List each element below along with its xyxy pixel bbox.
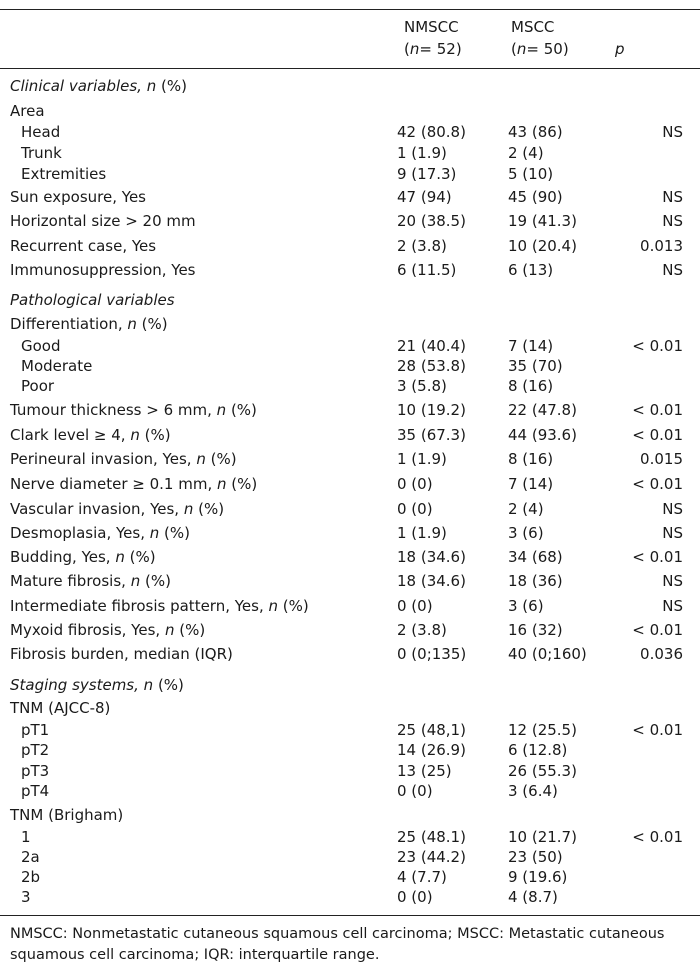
table-row	[0, 739, 700, 761]
p-value: < 0.01	[632, 475, 683, 493]
table-row	[0, 570, 700, 592]
p-value: NS	[662, 123, 683, 141]
row-label-n: n	[115, 548, 125, 566]
row-label-text: Clark level ≥ 4,	[10, 426, 131, 444]
row-label-text: Vascular invasion, Yes,	[10, 500, 184, 518]
row-label-suffix: (%)	[278, 597, 309, 615]
mscc-value: 5 (10)	[508, 165, 554, 183]
row-label-text: Mature fibrosis,	[10, 572, 131, 590]
header-mscc-label: MSCC	[511, 18, 555, 36]
row-label	[10, 75, 187, 97]
row-label-suffix: (%)	[124, 548, 156, 566]
table-row	[0, 498, 700, 520]
nmscc-value: 0 (0;135)	[397, 645, 467, 663]
mscc-value: 22 (47.8)	[508, 401, 577, 419]
header-nmscc-count: (n= 52)	[404, 40, 462, 58]
table-row	[0, 473, 700, 495]
nmscc-value: 42 (80.8)	[397, 123, 466, 141]
row-label-suffix: (%)	[139, 426, 171, 444]
row-label	[10, 313, 168, 335]
row-label-text: pT1	[21, 721, 50, 739]
p-value: < 0.01	[632, 401, 683, 419]
row-label	[21, 886, 31, 908]
mscc-value: 6 (12.8)	[508, 741, 568, 759]
nmscc-value: 0 (0)	[397, 888, 433, 906]
nmscc-value: 47 (94)	[397, 188, 452, 206]
mscc-value: 7 (14)	[508, 337, 554, 355]
p-value: NS	[662, 212, 683, 230]
table-row	[0, 595, 700, 617]
header-mscc-count: (n= 50)	[511, 40, 569, 58]
row-label-n: n	[127, 315, 137, 333]
nmscc-value: 0 (0)	[397, 782, 433, 800]
row-label-n: n	[164, 621, 175, 639]
table-row	[0, 826, 700, 848]
row-label	[21, 355, 92, 377]
row-label-text: Horizontal size > 20 mm	[10, 212, 196, 230]
row-label	[10, 804, 123, 826]
p-value: < 0.01	[632, 426, 683, 444]
mscc-value: 35 (70)	[508, 357, 563, 375]
row-label	[21, 826, 31, 848]
p-value: < 0.01	[632, 721, 683, 739]
row-label	[10, 448, 237, 470]
mscc-value: 12 (25.5)	[508, 721, 577, 739]
row-label	[10, 235, 156, 257]
mscc-value: 10 (21.7)	[508, 828, 577, 846]
row-label	[10, 498, 224, 520]
row-label-suffix: (%)	[140, 572, 171, 590]
row-label	[10, 546, 156, 568]
table-row	[0, 846, 700, 868]
mscc-value: 2 (4)	[508, 144, 544, 162]
row-label	[10, 100, 45, 122]
mscc-value: 43 (86)	[508, 123, 563, 141]
table-row	[0, 399, 700, 421]
nmscc-value: 35 (67.3)	[397, 426, 466, 444]
row-label-text: Myxoid fibrosis, Yes,	[10, 621, 165, 639]
nmscc-value: 23 (44.2)	[397, 848, 466, 866]
mscc-value: 18 (36)	[508, 572, 563, 590]
p-value: 0.015	[640, 450, 683, 468]
mscc-value: 23 (50)	[508, 848, 563, 866]
row-label-n: n	[216, 401, 227, 419]
table-row	[0, 780, 700, 802]
mscc-value: 3 (6)	[508, 597, 544, 615]
table-row	[0, 375, 700, 397]
row-label-text: Differentiation,	[10, 315, 128, 333]
row-label-n: n	[130, 572, 141, 590]
mscc-value: 44 (93.6)	[508, 426, 577, 444]
row-label-n: n	[143, 676, 154, 694]
p-value: 0.013	[640, 237, 683, 255]
table-row	[0, 121, 700, 143]
row-label-text: TNM (AJCC-8)	[10, 699, 111, 717]
table-row	[0, 163, 700, 185]
nmscc-value: 9 (17.3)	[397, 165, 457, 183]
row-label-text: Extremities	[21, 165, 107, 183]
mscc-value: 45 (90)	[508, 188, 563, 206]
mscc-value: 3 (6)	[508, 524, 544, 542]
row-label	[10, 570, 171, 592]
row-label	[21, 760, 49, 782]
row-label-text: 2b	[21, 868, 41, 886]
row-label-n: n	[130, 426, 140, 444]
row-label	[21, 866, 40, 888]
row-label-text: pT2	[21, 741, 50, 759]
nmscc-value: 2 (3.8)	[397, 621, 447, 639]
group-row	[0, 697, 700, 719]
nmscc-value: 2 (3.8)	[397, 237, 447, 255]
row-label	[21, 142, 62, 164]
nmscc-value: 25 (48,1)	[397, 721, 466, 739]
row-label-text: 2a	[21, 848, 40, 866]
row-label	[10, 697, 110, 719]
row-label-text: Recurrent case, Yes	[10, 237, 157, 255]
p-value: NS	[662, 572, 683, 590]
mscc-value: 40 (0;160)	[508, 645, 587, 663]
row-label	[10, 210, 196, 232]
row-label-text: pT3	[21, 762, 50, 780]
table-row	[0, 259, 700, 281]
mscc-value: 7 (14)	[508, 475, 554, 493]
nmscc-value: 1 (1.9)	[397, 144, 447, 162]
mscc-value: 6 (13)	[508, 261, 554, 279]
nmscc-value: 1 (1.9)	[397, 450, 447, 468]
table-row	[0, 210, 700, 232]
row-label	[10, 643, 233, 665]
row-label-text: 1	[21, 828, 31, 846]
section-row	[0, 674, 700, 696]
row-label-text: Moderate	[21, 357, 93, 375]
table-row	[0, 424, 700, 446]
row-label	[10, 289, 175, 311]
p-value: 0.036	[640, 645, 683, 663]
nmscc-value: 4 (7.7)	[397, 868, 447, 886]
row-label	[10, 473, 257, 495]
mscc-value: 8 (16)	[508, 377, 554, 395]
header-rule	[0, 68, 700, 69]
header-nmscc-label: NMSCC	[404, 18, 459, 36]
group-row	[0, 804, 700, 826]
mscc-value: 26 (55.3)	[508, 762, 577, 780]
nmscc-value: 3 (5.8)	[397, 377, 447, 395]
table-row	[0, 886, 700, 908]
nmscc-value: 0 (0)	[397, 475, 433, 493]
p-value: < 0.01	[632, 548, 683, 566]
group-row	[0, 313, 700, 335]
table-row	[0, 643, 700, 665]
section-row	[0, 289, 700, 311]
row-label	[21, 335, 61, 357]
row-label-text: Sun exposure, Yes	[10, 188, 146, 206]
row-label	[21, 739, 49, 761]
row-label-text: TNM (Brigham)	[10, 806, 124, 824]
nmscc-value: 18 (34.6)	[397, 572, 466, 590]
footnote: NMSCC: Nonmetastatic cutaneous squamous cell carcinoma; MSCC: Metastatic cutaneous squamous cell carcinoma; IQR: interquartile range.	[10, 926, 665, 963]
header-nmscc	[404, 16, 462, 60]
row-label-n: n	[183, 500, 194, 518]
nmscc-value: 25 (48.1)	[397, 828, 466, 846]
p-value: NS	[662, 188, 683, 206]
nmscc-value: 13 (25)	[397, 762, 452, 780]
table-row	[0, 355, 700, 377]
row-label-suffix: (%)	[174, 621, 206, 639]
row-label-text: Nerve diameter ≥ 0.1 mm,	[10, 475, 217, 493]
row-label	[21, 846, 40, 868]
row-label-text: Budding, Yes,	[10, 548, 116, 566]
row-label	[10, 424, 171, 446]
nmscc-value: 0 (0)	[397, 500, 433, 518]
row-label	[21, 121, 60, 143]
nmscc-value: 1 (1.9)	[397, 524, 447, 542]
top-rule	[0, 9, 700, 10]
table-row	[0, 448, 700, 470]
row-label-text: Clinical variables,	[10, 77, 147, 95]
row-label-text: Trunk	[21, 144, 62, 162]
row-label-text: Area	[10, 102, 45, 120]
p-value: < 0.01	[632, 621, 683, 639]
nmscc-value: 21 (40.4)	[397, 337, 466, 355]
row-label-text: pT4	[21, 782, 50, 800]
row-label-text: Head	[21, 123, 61, 141]
row-label	[10, 259, 196, 281]
row-label	[10, 399, 257, 421]
mscc-value: 8 (16)	[508, 450, 554, 468]
row-label-suffix: (%)	[226, 475, 258, 493]
table-row	[0, 522, 700, 544]
row-label-n: n	[268, 597, 279, 615]
p-value: < 0.01	[632, 337, 683, 355]
nmscc-value: 18 (34.6)	[397, 548, 466, 566]
row-label	[10, 522, 190, 544]
p-value: NS	[662, 500, 683, 518]
nmscc-value: 28 (53.8)	[397, 357, 466, 375]
row-label-suffix: (%)	[136, 315, 168, 333]
mscc-value: 34 (68)	[508, 548, 563, 566]
mscc-value: 9 (19.6)	[508, 868, 568, 886]
row-label	[10, 674, 184, 696]
bottom-rule	[0, 915, 700, 916]
row-label-suffix: (%)	[153, 676, 184, 694]
table-row	[0, 719, 700, 741]
p-value: NS	[662, 597, 683, 615]
row-label-text: 3	[21, 888, 31, 906]
row-label-suffix: (%)	[205, 450, 237, 468]
table-row	[0, 760, 700, 782]
nmscc-value: 14 (26.9)	[397, 741, 466, 759]
row-label-text: Immunosuppression, Yes	[10, 261, 196, 279]
p-value: NS	[662, 524, 683, 542]
row-label-text: Desmoplasia, Yes,	[10, 524, 150, 542]
row-label	[21, 780, 49, 802]
nmscc-value: 6 (11.5)	[397, 261, 457, 279]
mscc-value: 3 (6.4)	[508, 782, 558, 800]
mscc-value: 10 (20.4)	[508, 237, 577, 255]
row-label-text: Good	[21, 337, 61, 355]
table-row	[0, 142, 700, 164]
p-value: NS	[662, 261, 683, 279]
row-label-n: n	[149, 524, 160, 542]
row-label-text: Intermediate fibrosis pattern, Yes,	[10, 597, 269, 615]
row-label	[21, 719, 49, 741]
mscc-value: 16 (32)	[508, 621, 563, 639]
table-row	[0, 546, 700, 568]
table-row	[0, 619, 700, 641]
row-label-suffix: (%)	[159, 524, 190, 542]
nmscc-value: 20 (38.5)	[397, 212, 466, 230]
row-label-text: Perineural invasion, Yes,	[10, 450, 197, 468]
p-value: < 0.01	[632, 828, 683, 846]
row-label-text: Poor	[21, 377, 55, 395]
table-row	[0, 335, 700, 357]
row-label-n: n	[216, 475, 227, 493]
group-row	[0, 100, 700, 122]
mscc-value: 4 (8.7)	[508, 888, 558, 906]
row-label	[21, 375, 54, 397]
mscc-value: 19 (41.3)	[508, 212, 577, 230]
row-label-n: n	[196, 450, 206, 468]
mscc-value: 2 (4)	[508, 500, 544, 518]
row-label-text: Staging systems,	[10, 676, 144, 694]
row-label-text: Fibrosis burden, median (IQR)	[10, 645, 233, 663]
row-label-text: Pathological variables	[10, 291, 175, 309]
header-p: p	[615, 40, 625, 58]
table-row	[0, 235, 700, 257]
row-label-text: Tumour thickness > 6 mm,	[10, 401, 217, 419]
row-label-n: n	[146, 77, 157, 95]
section-row	[0, 75, 700, 97]
nmscc-value: 0 (0)	[397, 597, 433, 615]
row-label	[10, 186, 146, 208]
row-label	[21, 163, 106, 185]
table-row	[0, 186, 700, 208]
row-label	[10, 619, 205, 641]
header-mscc	[511, 16, 569, 60]
row-label-suffix: (%)	[156, 77, 187, 95]
row-label-suffix: (%)	[193, 500, 225, 518]
table-row	[0, 866, 700, 888]
row-label-suffix: (%)	[226, 401, 257, 419]
nmscc-value: 10 (19.2)	[397, 401, 466, 419]
row-label	[10, 595, 309, 617]
